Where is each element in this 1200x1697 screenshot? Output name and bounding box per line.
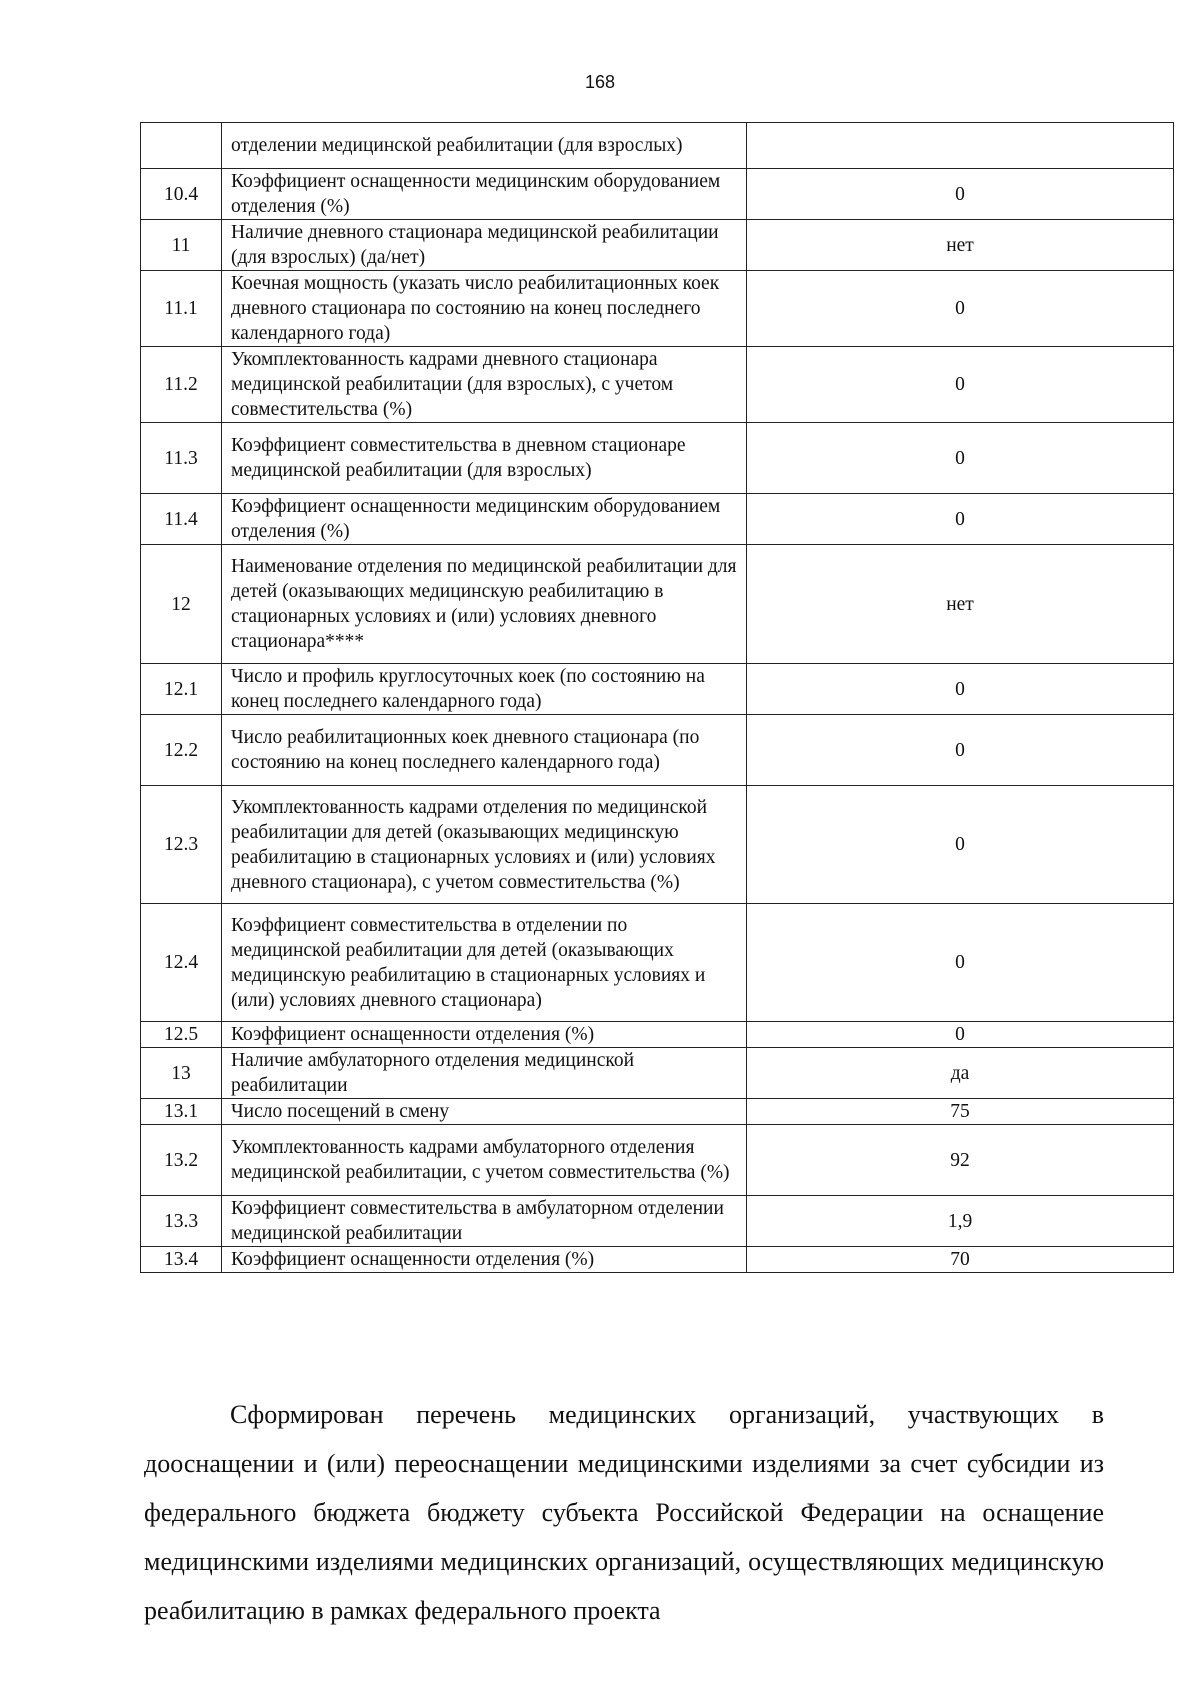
row-value: 92 bbox=[747, 1125, 1174, 1196]
table-row bbox=[141, 271, 1174, 347]
row-number: 11.1 bbox=[141, 271, 222, 347]
row-description: Укомплектованность кадрами амбулаторного отделения медицинской реабилитации, с учетом совместительства (%) bbox=[222, 1125, 747, 1196]
row-number: 12.1 bbox=[141, 664, 222, 715]
row-number: 12.3 bbox=[141, 786, 222, 904]
row-number: 11 bbox=[141, 220, 222, 271]
page-number: 168 bbox=[584, 72, 616, 92]
row-description: Коечная мощность (указать число реабилитационных коек дневного стационара по состоянию на конец последнего календарного года) bbox=[222, 271, 747, 347]
row-description: Наличие амбулаторного отделения медицинской реабилитации bbox=[222, 1048, 747, 1099]
row-description: Коэффициент оснащенности отделения (%) bbox=[222, 1247, 747, 1273]
row-value: 75 bbox=[747, 1099, 1174, 1125]
row-description: Коэффициент оснащенности отделения (%) bbox=[222, 1022, 747, 1048]
body-paragraph: Сформирован перечень медицинских организаций, участвующих в дооснащении и (или) переоснащении медицинскими изделиями за счет субсидии из федерального бюджета бюджету субъекта Российской Федерации на оснащение медицинскими изделиями медицинских организаций, осуществляющих медицинскую реабилитацию в рамках федерального проекта bbox=[144, 1400, 1104, 1625]
row-value: 0 bbox=[747, 423, 1174, 494]
table-row bbox=[141, 786, 1174, 904]
row-value: нет bbox=[747, 545, 1174, 664]
table-row bbox=[141, 123, 1174, 169]
row-number: 10.4 bbox=[141, 169, 222, 220]
row-number: 12.2 bbox=[141, 715, 222, 786]
row-value: нет bbox=[747, 220, 1174, 271]
table-row bbox=[141, 169, 1174, 220]
row-value: 0 bbox=[747, 169, 1174, 220]
table-row bbox=[141, 220, 1174, 271]
row-value: 0 bbox=[747, 715, 1174, 786]
table-row bbox=[141, 1099, 1174, 1125]
row-number: 13.2 bbox=[141, 1125, 222, 1196]
row-value: 1,9 bbox=[747, 1196, 1174, 1247]
indicators-table bbox=[140, 122, 1174, 1273]
row-description: Коэффициент совместительства в дневном стационаре медицинской реабилитации (для взрослых) bbox=[222, 423, 747, 494]
table-row bbox=[141, 664, 1174, 715]
row-value: 0 bbox=[747, 271, 1174, 347]
row-value: 0 bbox=[747, 347, 1174, 423]
row-description: Коэффициент совместительства в отделении по медицинской реабилитации для детей (оказывающих медицинскую реабилитацию в стационарных условиях и (или) условиях дневного стационара) bbox=[222, 904, 747, 1022]
table-row bbox=[141, 1048, 1174, 1099]
table-row bbox=[141, 1196, 1174, 1247]
table-row bbox=[141, 715, 1174, 786]
row-description: Коэффициент оснащенности медицинским оборудованием отделения (%) bbox=[222, 169, 747, 220]
row-description: Число и профиль круглосуточных коек (по состоянию на конец последнего календарного года) bbox=[222, 664, 747, 715]
row-value: 0 bbox=[747, 1022, 1174, 1048]
table-row bbox=[141, 1125, 1174, 1196]
row-value: 0 bbox=[747, 664, 1174, 715]
row-value: 70 bbox=[747, 1247, 1174, 1273]
table-row bbox=[141, 347, 1174, 423]
row-number: 11.4 bbox=[141, 494, 222, 545]
row-number: 13 bbox=[141, 1048, 222, 1099]
row-number: 12 bbox=[141, 545, 222, 664]
table-row bbox=[141, 904, 1174, 1022]
row-number bbox=[141, 123, 222, 169]
row-number: 13.1 bbox=[141, 1099, 222, 1125]
row-value: 0 bbox=[747, 494, 1174, 545]
row-value: 0 bbox=[747, 786, 1174, 904]
row-value: да bbox=[747, 1048, 1174, 1099]
table-row bbox=[141, 545, 1174, 664]
row-description: Коэффициент совместительства в амбулаторном отделении медицинской реабилитации bbox=[222, 1196, 747, 1247]
table-row bbox=[141, 1022, 1174, 1048]
row-description: Укомплектованность кадрами отделения по медицинской реабилитации для детей (оказывающих медицинскую реабилитацию в стационарных условиях и (или) условиях дневного стационара), с учетом совместительства (%) bbox=[222, 786, 747, 904]
row-description: Наличие дневного стационара медицинской реабилитации (для взрослых) (да/нет) bbox=[222, 220, 747, 271]
table-row bbox=[141, 423, 1174, 494]
row-value bbox=[747, 123, 1174, 169]
row-number: 11.2 bbox=[141, 347, 222, 423]
row-description: Наименование отделения по медицинской реабилитации для детей (оказывающих медицинскую реабилитацию в стационарных условиях и (или) условиях дневного стационара**** bbox=[222, 545, 747, 664]
row-description: Число реабилитационных коек дневного стационара (по состоянию на конец последнего календарного года) bbox=[222, 715, 747, 786]
row-description: Укомплектованность кадрами дневного стационара медицинской реабилитации (для взрослых), с учетом совместительства (%) bbox=[222, 347, 747, 423]
row-description: отделении медицинской реабилитации (для взрослых) bbox=[222, 123, 747, 169]
row-description: Число посещений в смену bbox=[222, 1099, 747, 1125]
table-row bbox=[141, 494, 1174, 545]
row-value: 0 bbox=[747, 904, 1174, 1022]
row-number: 12.4 bbox=[141, 904, 222, 1022]
row-description: Коэффициент оснащенности медицинским оборудованием отделения (%) bbox=[222, 494, 747, 545]
row-number: 13.3 bbox=[141, 1196, 222, 1247]
table-row bbox=[141, 1247, 1174, 1273]
row-number: 13.4 bbox=[141, 1247, 222, 1273]
row-number: 11.3 bbox=[141, 423, 222, 494]
row-number: 12.5 bbox=[141, 1022, 222, 1048]
